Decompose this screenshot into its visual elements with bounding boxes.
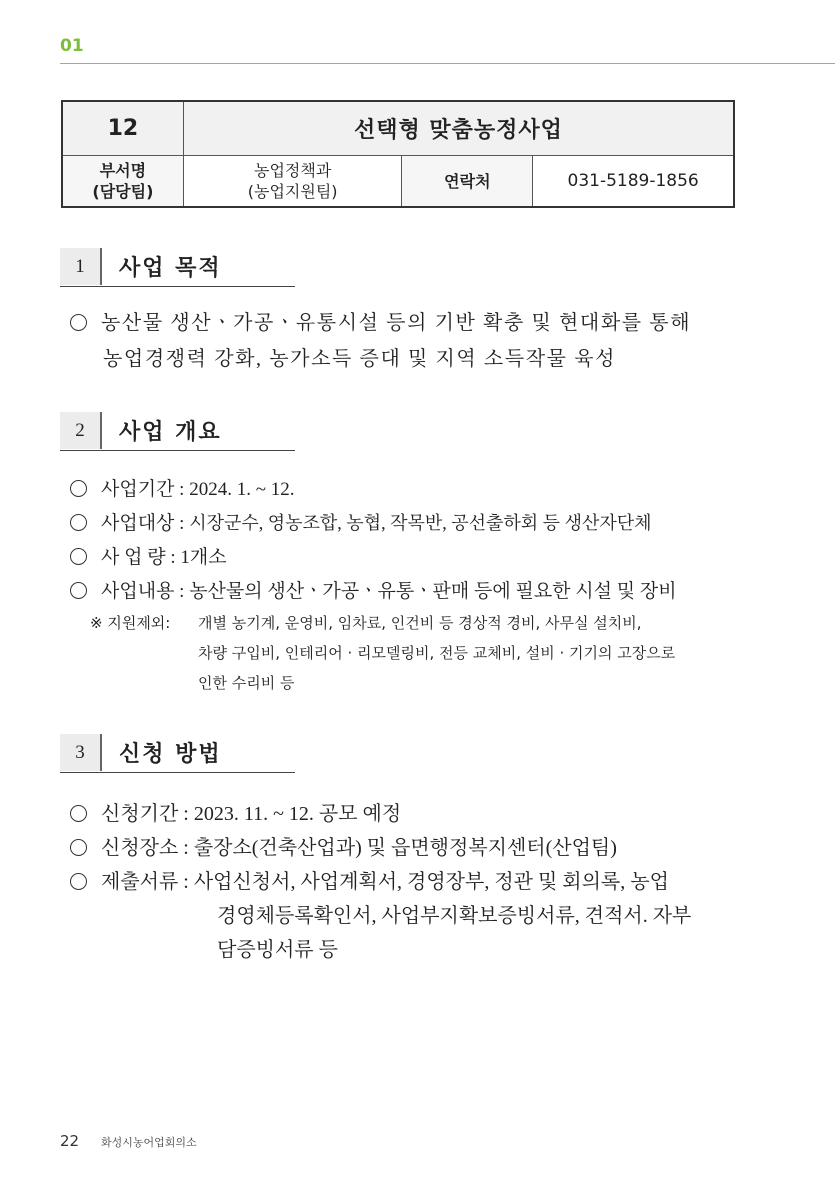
apply-place-sep: : (183, 837, 189, 859)
overview-row-period (70, 474, 294, 501)
bullet-circle-icon (70, 514, 87, 531)
contact-phone: 031-5189-1856 (533, 156, 734, 208)
section-1-number: 1 (60, 248, 102, 285)
overview-period-key: 사업기간 (101, 479, 175, 500)
apply-docs-line2: 경영체등록확인서, 사업부지확보증빙서류, 견적서. 자부 (217, 905, 692, 927)
bullet-circle-icon (70, 582, 87, 599)
project-number: 12 (62, 101, 183, 156)
note-label: ※ 지원제외: (90, 614, 171, 632)
apply-row-place (70, 831, 617, 860)
apply-docs-sep: : (183, 871, 189, 893)
footer-org: 화성시농어업회의소 (101, 1136, 197, 1149)
overview-period-value: 2024. 1. ~ 12. (189, 479, 295, 500)
overview-row-target (70, 508, 652, 535)
overview-period-sep: : (179, 479, 185, 500)
note-line1: 개별 농기계, 운영비, 임차료, 인건비 등 경상적 경비, 사무실 설치비, (198, 614, 642, 632)
dept-label-line2: (담당팀) (92, 182, 154, 201)
dept-value (183, 156, 402, 208)
overview-content-sep: : (179, 581, 185, 602)
apply-docs-line3: 담증빙서류 등 (217, 939, 338, 961)
purpose-line1: 농산물 생산ㆍ가공ㆍ유통시설 등의 기반 확충 및 현대화를 통해 (101, 312, 692, 334)
purpose-line2: 농업경쟁력 강화, 농가소득 증대 및 지역 소득작물 육성 (103, 348, 617, 370)
section-3-number: 3 (60, 734, 102, 771)
section-2-number: 2 (60, 412, 102, 449)
page-number: 22 (60, 1132, 80, 1150)
overview-content-key: 사업내용 (101, 581, 175, 602)
overview-target-sep: : (179, 513, 185, 534)
project-title: 선택형 맞춤농정사업 (183, 101, 734, 156)
bullet-circle-icon (70, 839, 87, 856)
overview-row-content (70, 576, 677, 603)
overview-row-quantity (70, 542, 227, 569)
bullet-circle-icon (70, 480, 87, 497)
section-3-header (60, 734, 295, 773)
bullet-circle-icon (70, 548, 87, 565)
apply-period-sep: : (183, 803, 189, 825)
chapter-number: 01 (60, 36, 84, 56)
apply-docs-value: 사업신청서, 사업계획서, 경영장부, 정관 및 회의록, 농업 (193, 871, 669, 893)
note-line3: 인한 수리비 등 (198, 674, 295, 692)
apply-period-value: 2023. 11. ~ 12. 공모 예정 (193, 803, 402, 825)
section-1-header (60, 248, 295, 287)
bullet-circle-icon (70, 873, 87, 890)
section-3-title: 신청 방법 (119, 742, 222, 767)
contact-label: 연락처 (402, 156, 533, 208)
overview-quantity-key: 사 업 량 (101, 547, 166, 568)
apply-period-key: 신청기간 (101, 803, 179, 825)
apply-place-value: 출장소(건축산업과) 및 읍면행정복지센터(산업팀) (193, 837, 617, 859)
apply-row-period (70, 797, 401, 826)
section-2-title: 사업 개요 (119, 420, 222, 445)
apply-docs-key: 제출서류 (101, 871, 179, 893)
dept-label-line1: 부서명 (99, 161, 147, 180)
dept-label (62, 156, 183, 208)
project-info-table (61, 100, 735, 208)
overview-target-value: 시장군수, 영농조합, 농협, 작목반, 공선출하회 등 생산자단체 (189, 513, 652, 533)
overview-target-key: 사업대상 (101, 513, 175, 534)
overview-quantity-value: 1개소 (180, 547, 227, 568)
overview-content-value: 농산물의 생산ㆍ가공ㆍ유통ㆍ판매 등에 필요한 시설 및 장비 (189, 581, 677, 602)
dept-value-line2: (농업지원팀) (247, 182, 338, 201)
dept-value-line1: 농업정책과 (254, 161, 332, 180)
apply-place-key: 신청장소 (101, 837, 179, 859)
section-1-title: 사업 목적 (119, 256, 222, 281)
overview-quantity-sep: : (170, 547, 176, 568)
apply-row-docs (70, 865, 669, 894)
bullet-circle-icon (70, 314, 87, 331)
note-line2: 차량 구입비, 인테리어 · 리모델링비, 전등 교체비, 설비 · 기기의 고장으로 (198, 644, 676, 662)
bullet-circle-icon (70, 805, 87, 822)
section-2-header (60, 412, 295, 451)
purpose-item (70, 305, 691, 377)
chapter-divider (60, 63, 835, 64)
